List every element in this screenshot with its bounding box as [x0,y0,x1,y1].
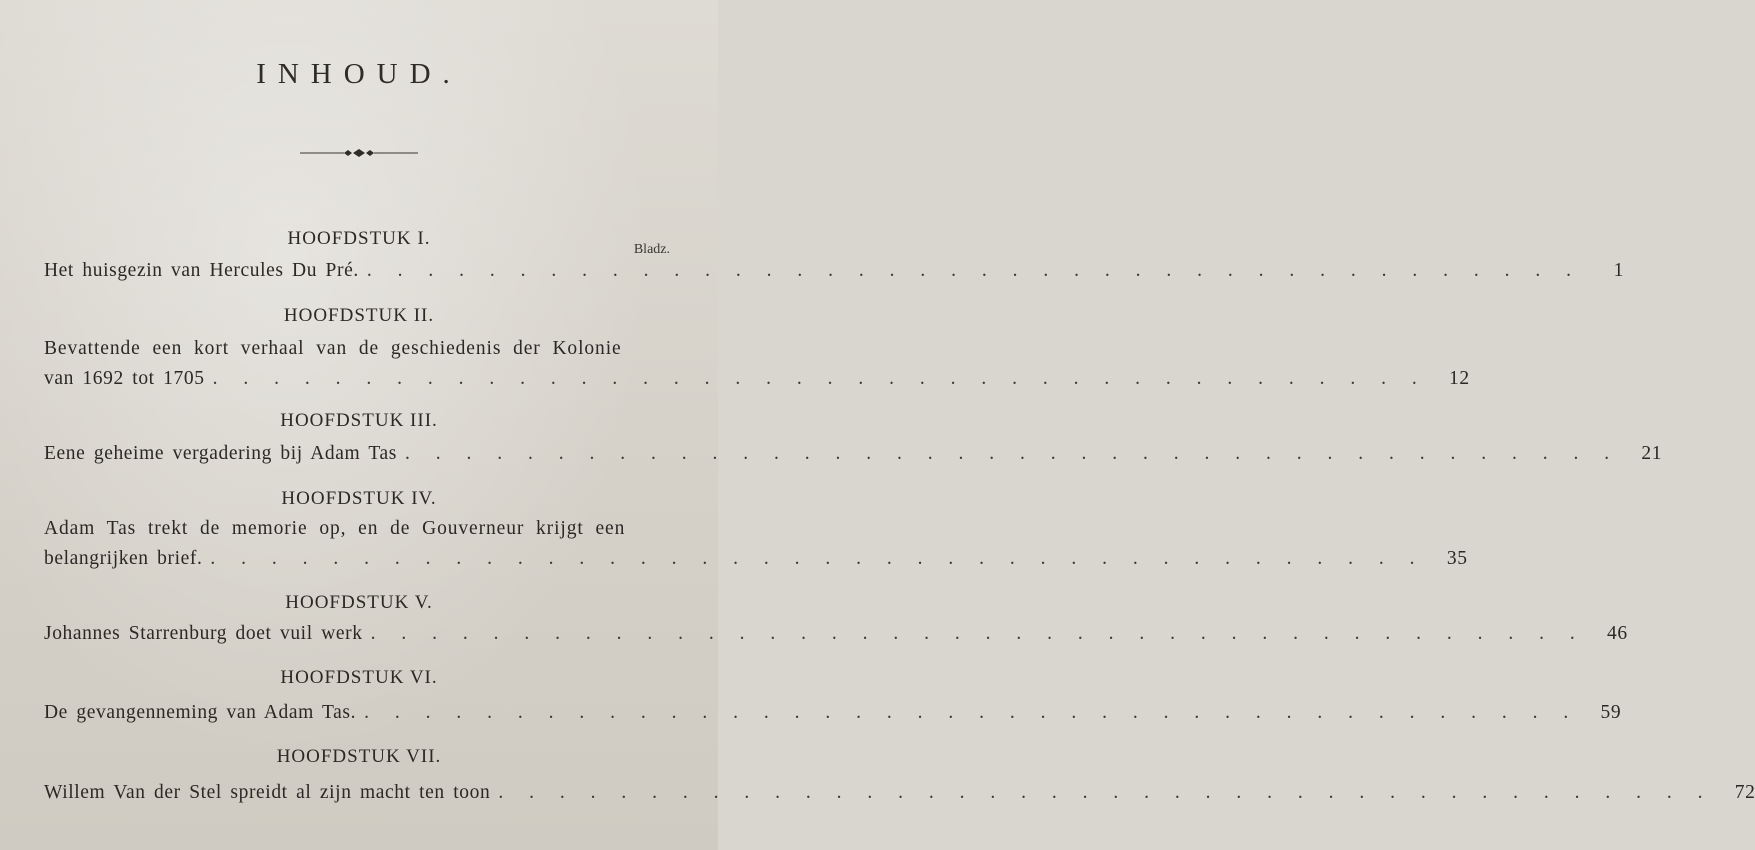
dot-leader: . . . . . . . . . . . . . . . . . . . . . . . . . . . . . . . . . . . . . . . . [498,782,1712,803]
chapter-heading: HOOFDSTUK V. [285,592,433,613]
entry-text: Het huisgezin van Hercules Du Pré. [44,260,359,281]
chapter-heading: HOOFDSTUK II. [283,305,435,326]
entry-text: van 1692 tot 1705 [44,368,205,389]
dot-leader: . . . . . . . . . . . . . . . . . . . . . . . . . . . . . . . . . . . . . . . . [370,623,1584,644]
toc-entry[interactable] [44,518,1468,578]
toc-entry[interactable] [44,702,1622,732]
dot-leader: . . . . . . . . . . . . . . . . . . . . . . . . . . . . . . . . . . . . . . . . [212,368,1426,389]
toc-entry[interactable] [44,260,1624,290]
page-title: INHOUD. [256,58,462,90]
page-number: 46 [1607,623,1628,644]
page-column-label: Bladz. [633,242,670,257]
dot-leader: . . . . . . . . . . . . . . . . . . . . . . . . . . . . . . . . . . . . . . . . [364,702,1578,723]
page-number: 59 [1600,702,1622,723]
entry-text: Adam Tas trekt de memorie op, en de Gouverneur krijgt een [44,518,626,539]
chapter-heading: HOOFDSTUK VII. [276,746,442,767]
page-number: 1 [1613,260,1624,281]
page-number: 12 [1449,368,1470,389]
chapter-heading: HOOFDSTUK I. [287,228,431,249]
dot-leader: . . . . . . . . . . . . . . . . . . . . . . . . . . . . . . . . . . . . . . . . [366,260,1580,281]
toc-entry[interactable] [44,623,1628,653]
ornament-divider [300,146,418,160]
entry-text: belangrijken brief. [44,548,203,569]
chapter-heading: HOOFDSTUK VI. [280,667,438,688]
entry-text: De gevangenneming van Adam Tas. [44,702,357,723]
toc-entry[interactable] [44,338,1470,398]
entry-text: Johannes Starrenburg doet vuil werk [44,623,363,644]
entry-text: Willem Van der Stel spreidt al zijn macht ten toon [44,782,491,803]
toc-entry[interactable] [44,782,1755,812]
dot-leader: . . . . . . . . . . . . . . . . . . . . . . . . . . . . . . . . . . . . . . . . [210,548,1424,569]
page-number: 72 [1734,782,1755,803]
page-number: 35 [1446,548,1468,569]
entry-text: Eene geheime vergadering bij Adam Tas [44,443,397,464]
chapter-heading: HOOFDSTUK III. [280,410,438,431]
entry-text: Bevattende een kort verhaal van de geschiedenis der Kolonie [44,338,622,359]
chapter-heading: HOOFDSTUK IV. [281,488,437,509]
dot-leader: . . . . . . . . . . . . . . . . . . . . . . . . . . . . . . . . . . . . . . . . [404,443,1619,464]
toc-entry[interactable] [44,443,1663,473]
page-number: 21 [1641,443,1663,464]
